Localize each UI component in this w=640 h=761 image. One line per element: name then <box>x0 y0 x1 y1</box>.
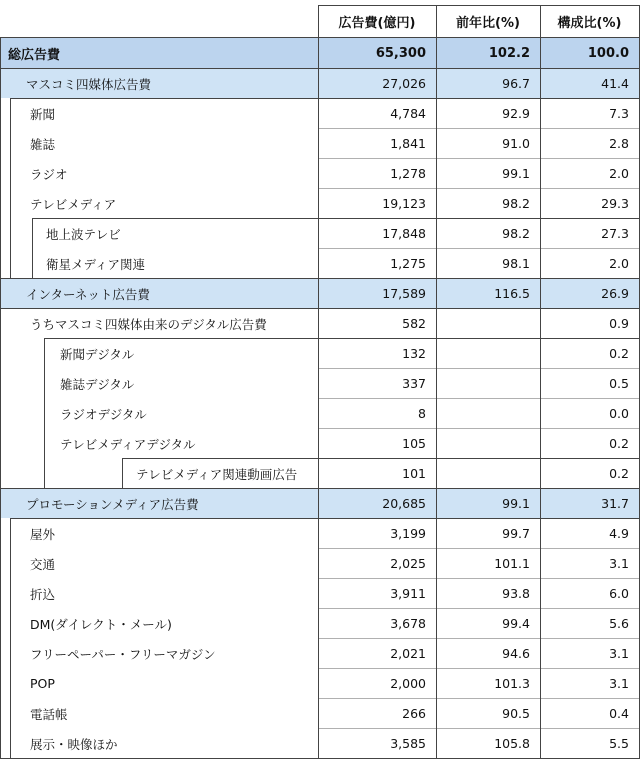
cell-share: 2.0 <box>609 166 629 181</box>
cell-share: 0.2 <box>609 466 629 481</box>
row-label: マスコミ四媒体広告費 <box>26 76 152 92</box>
border-bottom <box>0 758 640 759</box>
row-label: インターネット広告費 <box>26 286 150 302</box>
row-magazine-digital <box>0 369 640 398</box>
cell-share: 0.0 <box>609 406 629 421</box>
row-label: DM(ダイレクト・メール) <box>30 616 172 632</box>
cell-cost: 266 <box>402 706 426 721</box>
row-mass-media <box>0 69 640 98</box>
cell-cost: 337 <box>402 376 426 391</box>
cell-yoy <box>436 369 540 398</box>
cell-share: 0.2 <box>609 346 629 361</box>
row-satellite <box>0 249 640 278</box>
cell-share: 100.0 <box>587 45 629 61</box>
cell-yoy: 116.5 <box>494 286 530 301</box>
col-divider-3 <box>540 5 541 759</box>
cell-cost: 20,685 <box>382 496 426 511</box>
cell-share: 0.9 <box>609 316 629 331</box>
cell-cost: 65,300 <box>375 45 426 61</box>
cell-yoy: 98.2 <box>502 196 530 211</box>
row-free-paper <box>0 639 640 668</box>
gridline <box>318 158 640 159</box>
cell-yoy: 94.6 <box>502 646 530 661</box>
cell-yoy <box>436 459 540 488</box>
cell-cost: 17,848 <box>382 226 426 241</box>
header-share: 構成比(%) <box>557 15 622 31</box>
cell-yoy: 99.4 <box>502 616 530 631</box>
indent-mass <box>10 98 11 279</box>
cell-cost: 3,199 <box>390 526 426 541</box>
cell-share: 41.4 <box>601 76 629 91</box>
cell-cost: 1,275 <box>390 256 426 271</box>
cell-cost: 132 <box>402 346 426 361</box>
border-internet-top <box>0 278 640 279</box>
cell-cost: 3,911 <box>390 586 426 601</box>
row-label: 新聞 <box>30 106 56 122</box>
indent-video <box>122 458 123 489</box>
row-total <box>0 38 640 68</box>
row-label: テレビメディア <box>30 196 117 212</box>
row-terrestrial-tv <box>0 219 640 248</box>
row-label: 電話帳 <box>30 706 68 722</box>
col-divider-1 <box>318 5 319 759</box>
row-inserts <box>0 579 640 608</box>
cell-yoy <box>436 339 540 368</box>
cell-cost: 1,841 <box>390 136 426 151</box>
cell-cost: 2,025 <box>390 556 426 571</box>
cell-share: 0.4 <box>609 706 629 721</box>
cell-yoy <box>436 399 540 428</box>
cell-share: 0.2 <box>609 436 629 451</box>
row-phone-directory <box>0 699 640 728</box>
cell-cost: 582 <box>402 316 426 331</box>
indent-promotion <box>10 518 11 759</box>
gridline <box>318 728 640 729</box>
cell-yoy: 101.3 <box>494 676 530 691</box>
cell-share: 0.5 <box>609 376 629 391</box>
gridline <box>318 668 640 669</box>
row-newspaper-digital <box>0 339 640 368</box>
row-magazine <box>0 129 640 158</box>
row-tv-video-ads <box>0 459 640 488</box>
row-label: プロモーションメディア広告費 <box>26 496 199 512</box>
cell-cost: 1,278 <box>390 166 426 181</box>
header-cost: 広告費(億円) <box>338 15 416 31</box>
row-label: POP <box>30 676 55 691</box>
row-label: ラジオデジタル <box>60 406 147 422</box>
indent-tv <box>32 218 33 279</box>
row-promotion-media <box>0 489 640 518</box>
row-label: テレビメディア関連動画広告 <box>136 466 298 482</box>
cell-share: 4.9 <box>609 526 629 541</box>
gridline <box>318 128 640 129</box>
gridline <box>318 248 640 249</box>
cell-cost: 17,589 <box>382 286 426 301</box>
cell-share: 7.3 <box>609 106 629 121</box>
cell-yoy: 99.7 <box>502 526 530 541</box>
row-label: 屋外 <box>30 526 56 542</box>
cell-cost: 3,585 <box>390 736 426 751</box>
cell-share: 29.3 <box>601 196 629 211</box>
cell-yoy: 105.8 <box>494 736 530 751</box>
cell-share: 3.1 <box>609 556 629 571</box>
header-yoy: 前年比(%) <box>456 15 520 31</box>
cell-share: 2.8 <box>609 136 629 151</box>
cell-yoy: 90.5 <box>502 706 530 721</box>
gridline <box>318 428 640 429</box>
row-tv-media <box>0 189 640 218</box>
cell-cost: 3,678 <box>390 616 426 631</box>
row-radio <box>0 159 640 188</box>
cell-cost: 8 <box>418 406 426 421</box>
border-internet-bottom <box>0 308 640 309</box>
border-digital-top <box>44 338 640 339</box>
cell-yoy: 93.8 <box>502 586 530 601</box>
gridline <box>318 608 640 609</box>
indent-digital <box>44 338 45 489</box>
row-label: フリーペーパー・フリーマガジン <box>30 646 216 662</box>
row-label: 衛星メディア関連 <box>46 256 146 272</box>
cell-share: 2.0 <box>609 256 629 271</box>
cell-cost: 2,021 <box>390 646 426 661</box>
row-newspaper <box>0 99 640 128</box>
cell-cost: 101 <box>402 466 426 481</box>
cell-cost: 105 <box>402 436 426 451</box>
row-tv-digital <box>0 429 640 458</box>
border-total-bottom <box>0 68 640 69</box>
gridline <box>318 638 640 639</box>
row-mass-derived-digital <box>0 309 640 338</box>
cell-yoy: 99.1 <box>502 166 530 181</box>
border-promotion-top <box>0 488 640 489</box>
border-promotion-bottom <box>10 518 640 519</box>
cell-yoy: 96.7 <box>502 76 530 91</box>
cell-yoy: 101.1 <box>494 556 530 571</box>
row-label: 折込 <box>30 586 56 602</box>
row-exhibition <box>0 729 640 758</box>
row-label: ラジオ <box>30 166 68 182</box>
row-label: 地上波テレビ <box>46 226 121 242</box>
cell-share: 31.7 <box>601 496 629 511</box>
cell-yoy: 99.1 <box>502 496 530 511</box>
cell-yoy <box>436 309 540 338</box>
gridline <box>318 578 640 579</box>
row-label: 総広告費 <box>8 47 61 63</box>
border-header-bottom <box>0 37 640 38</box>
cell-yoy <box>436 429 540 458</box>
cell-cost: 2,000 <box>390 676 426 691</box>
border-left <box>0 37 1 759</box>
row-internet <box>0 279 640 308</box>
gridline <box>318 188 640 189</box>
cell-share: 5.6 <box>609 616 629 631</box>
cell-yoy: 102.2 <box>488 45 530 61</box>
header-row <box>0 6 640 36</box>
row-label: 雑誌デジタル <box>60 376 135 392</box>
cell-cost: 27,026 <box>382 76 426 91</box>
row-label: うちマスコミ四媒体由来のデジタル広告費 <box>30 316 267 332</box>
row-label: 交通 <box>30 556 56 572</box>
gridline <box>318 548 640 549</box>
border-video-top <box>122 458 640 459</box>
cell-yoy: 98.2 <box>502 226 530 241</box>
cell-share: 5.5 <box>609 736 629 751</box>
cell-share: 27.3 <box>601 226 629 241</box>
col-divider-2 <box>436 5 437 759</box>
row-label: 新聞デジタル <box>60 346 135 362</box>
cell-share: 6.0 <box>609 586 629 601</box>
cell-cost: 4,784 <box>390 106 426 121</box>
row-pop <box>0 669 640 698</box>
row-transit <box>0 549 640 578</box>
row-radio-digital <box>0 399 640 428</box>
cell-share: 26.9 <box>601 286 629 301</box>
cell-yoy: 92.9 <box>502 106 530 121</box>
row-label: テレビメディアデジタル <box>60 436 196 452</box>
border-mass-bottom <box>10 98 640 99</box>
row-label: 展示・映像ほか <box>30 736 118 752</box>
gridline <box>318 398 640 399</box>
row-direct-mail <box>0 609 640 638</box>
cell-yoy: 98.1 <box>502 256 530 271</box>
row-label: 雑誌 <box>30 136 56 152</box>
border-top <box>318 5 640 6</box>
gridline <box>318 698 640 699</box>
gridline <box>318 368 640 369</box>
cell-share: 3.1 <box>609 646 629 661</box>
cell-yoy: 91.0 <box>502 136 530 151</box>
cell-share: 3.1 <box>609 676 629 691</box>
border-tv-bottom <box>32 218 640 219</box>
row-outdoor <box>0 519 640 548</box>
cell-cost: 19,123 <box>382 196 426 211</box>
